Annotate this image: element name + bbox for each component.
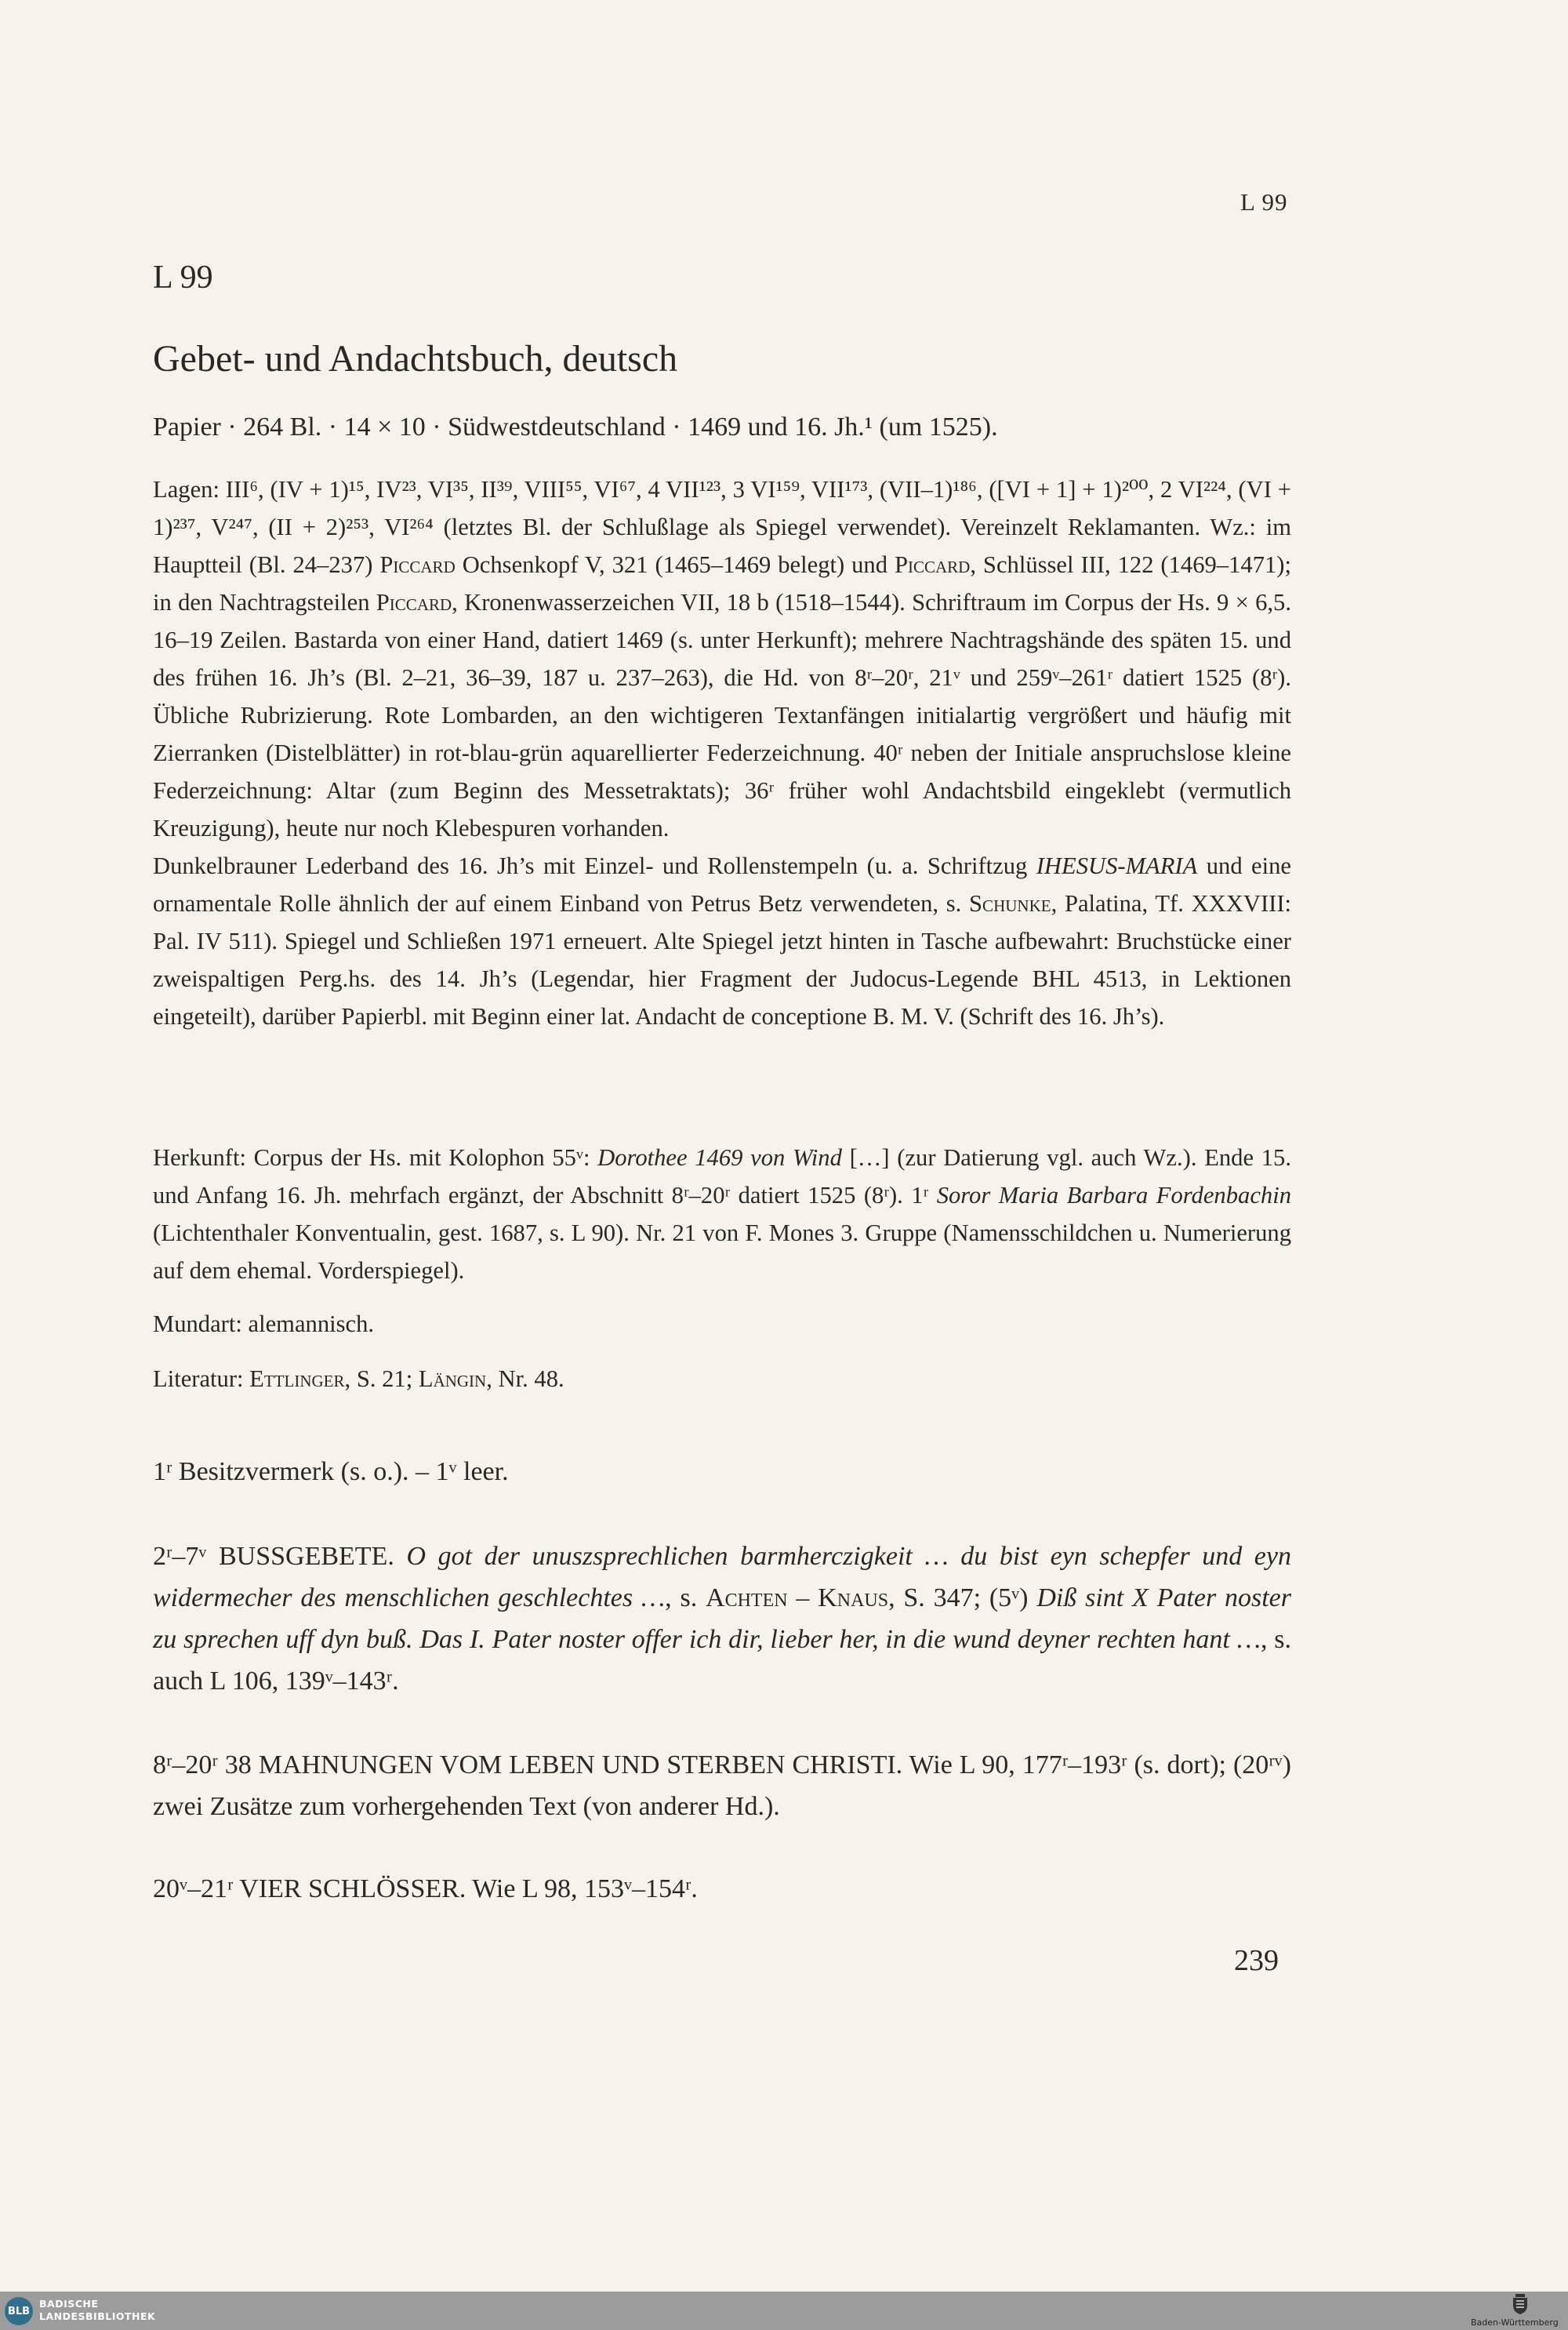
state-label: Baden-Württemberg xyxy=(1471,2317,1559,2328)
content-entry-4: 20ᵛ–21ʳ VIER SCHLÖSSER. Wie L 98, 153ᵛ–154ʳ. xyxy=(153,1874,698,1903)
shelfmark-heading: L 99 xyxy=(153,260,213,296)
manuscript-summary: Papier · 264 Bl. · 14 × 10 · Südwestdeutschland · 1469 und 16. Jh.¹ (um 1525). xyxy=(153,413,998,442)
content-entry-3: 8ʳ–20ʳ 38 MAHNUNGEN VOM LEBEN UND STERBEN CHRISTI. Wie L 90, 177ʳ–193ʳ (s. dort); (20ʳᵛ) zwei Zusätze zum vorhergehenden Text (von anderer Hd.). xyxy=(153,1750,1291,1821)
library-footer-bar xyxy=(0,2292,1568,2330)
manuscript-title: Gebet- und Andachtsbuch, deutsch xyxy=(153,338,678,380)
description-paragraph-2: Dunkelbrauner Lederband des 16. Jh’s mit Einzel- und Rollenstempeln (u. a. Schriftzug IHESUS-MARIA und eine ornamentale Rolle ähnlich der auf einem Einband von Petrus Betz verwendeten, s. Schunke, Palatina, Tf. XXXVIII: Pal. IV 511). Spiegel und Schließen 1971 erneuert. Alte Spiegel jetzt hinten in Tasche aufbewahrt: Bruchstücke einer zweispaltigen Perg.hs. des 14. Jh’s (Legendar, hier Fragment der Judocus-Legende BHL 4513, in Lektionen eingeteilt), darüber Papierbl. mit Beginn einer lat. Andacht de conceptione B. M. V. (Schrift des 16. Jh’s). xyxy=(153,852,1292,1030)
coat-of-arms-icon xyxy=(1512,2293,1529,2315)
literature-line: Literatur: Ettlinger, S. 21; Längin, Nr. 48. xyxy=(153,1365,564,1392)
blb-logo-icon[interactable]: BLB xyxy=(5,2297,33,2325)
description-paragraph-1: Lagen: III⁶, (IV + 1)¹⁵, IV²³, VI³⁵, II³⁹, VIII⁵⁵, VI⁶⁷, 4 VII¹²³, 3 VI¹⁵⁹, VII¹⁷³, (VII–1)¹⁸⁶, ([VI + 1] + 1)²⁰⁰, 2 VI²²⁴, (VI + 1)²³⁷, V²⁴⁷, (II + 2)²⁵³, VI²⁶⁴ (letztes Bl. der Schlußlage als Spiegel verwendet). Vereinzelt Reklamanten. Wz.: im Hauptteil (Bl. 24–237) Piccard Ochsenkopf V, 321 (1465–1469 belegt) und Piccard, Schlüssel III, 122 (1469–1471); in den Nachtragsteilen Piccard, Kronenwasserzeichen VII, 18 b (1518–1544). Schriftraum im Corpus der Hs. 9 × 6,5. 16–19 Zeilen. Bastarda von einer Hand, datiert 1469 (s. unter Herkunft); mehrere Nachtragshände des späten 15. und des frühen 16. Jh’s (Bl. 2–21, 36–39, 187 u. 237–263), die Hd. von 8ʳ–20ʳ, 21ᵛ und 259ᵛ–261ʳ datiert 1525 (8ʳ). Übliche Rubrizierung. Rote Lombarden, an den wichtigeren Textanfängen initialartig vergrößert und häufig mit Zierranken (Distelblätter) in rot-blau-grün aquarellierter Federzeichnung. 40ʳ neben der Initiale anspruchslose kleine Federzeichnung: Altar (zum Beginn des Messetraktats); 36ʳ früher wohl Andachtsbild eingeklebt (vermutlich Kreuzigung), heute nur noch Klebespuren vorhanden. xyxy=(153,476,1291,841)
content-entry-2: 2ʳ–7ᵛ BUSSGEBETE. O got der unuszsprechlichen barmherczigkeit … du bist eyn schepfer und eyn widermecher des menschlichen geschlechtes …, s. Achten – Knaus, S. 347; (5ᵛ) Diß sint X Pater noster zu sprechen uff dyn buß. Das I. Pater noster offer ich dir, lieber her, in die wund deyner rechten hant …, s. auch L 106, 139ᵛ–143ʳ. xyxy=(153,1542,1291,1696)
provenance-paragraph: Herkunft: Corpus der Hs. mit Kolophon 55ᵛ: Dorothee 1469 von Wind […] (zur Datierung vgl. auch Wz.). Ende 15. und Anfang 16. Jh. mehrfach ergänzt, der Abschnitt 8ʳ–20ʳ datiert 1525 (8ʳ). 1ʳ Soror Maria Barbara Fordenbachin (Lichtenthaler Konventualin, gest. 1687, s. L 90). Nr. 21 von F. Mones 3. Gruppe (Namensschildchen u. Numerierung auf dem ehemal. Vorderspiegel). xyxy=(153,1144,1291,1284)
library-name[interactable]: BADISCHE LANDESBIBLIOTHEK xyxy=(39,2298,156,2322)
content-entry-1: 1ʳ Besitzvermerk (s. o.). – 1ᵛ leer. xyxy=(153,1457,509,1486)
running-head: L 99 xyxy=(1240,188,1288,216)
physical-description xyxy=(153,471,1291,1035)
page-number: 239 xyxy=(1234,1944,1279,1977)
dialect-line: Mundart: alemannisch. xyxy=(153,1310,375,1337)
